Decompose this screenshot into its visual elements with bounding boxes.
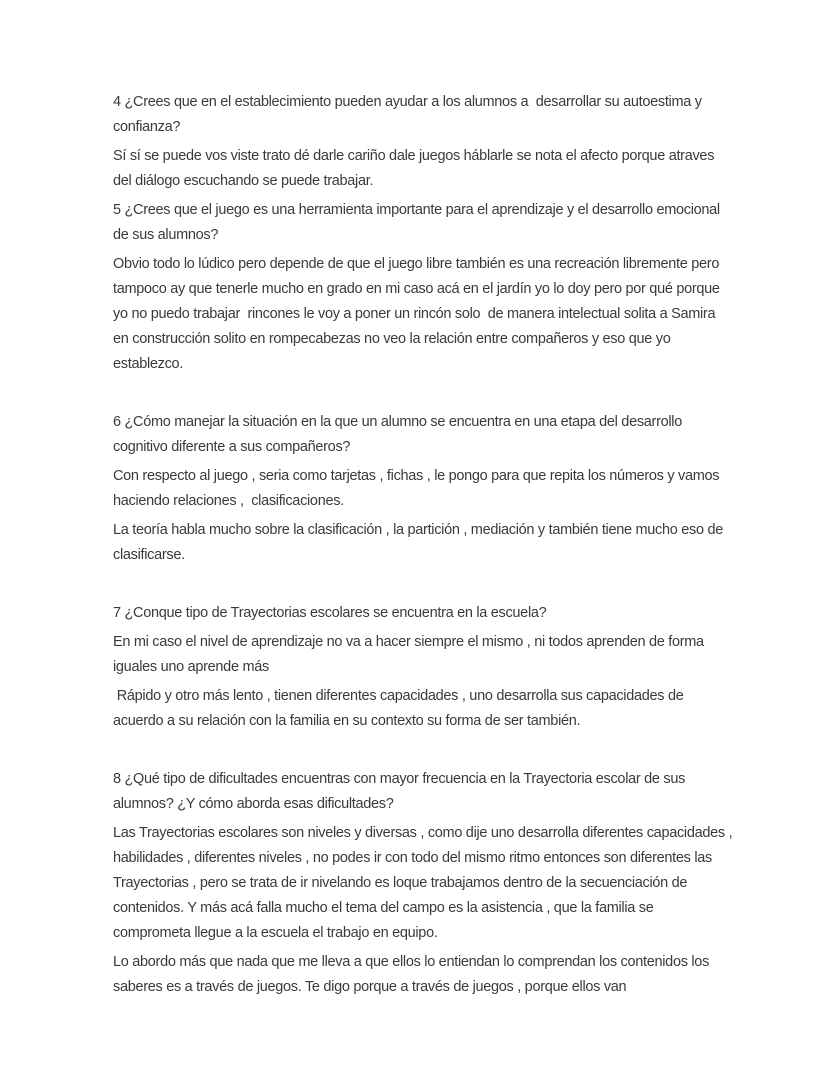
answer-6-paragraph-1: Con respecto al juego , seria como tarjetas , fichas , le pongo para que repita los números y vamos haciendo relaciones , clasificaciones.	[113, 468, 723, 509]
blank-line	[113, 738, 733, 763]
question-8: 8 ¿Qué tipo de dificultades encuentras con mayor frecuencia en la Trayectoria escolar de sus alumnos? ¿Y cómo aborda esas dificultades?	[113, 771, 689, 812]
question-6: 6 ¿Cómo manejar la situación en la que un alumno se encuentra en una etapa del desarrollo cognitivo diferente a sus compañeros?	[113, 414, 686, 455]
qa-section-7	[113, 601, 733, 734]
blank-line	[113, 381, 733, 406]
blank-line	[113, 572, 733, 597]
qa-section-5	[113, 198, 733, 377]
answer-8-paragraph-2: Lo abordo más que nada que me lleva a que ellos lo entiendan lo comprendan los contenidos los saberes es a través de juegos. Te digo porque a través de juegos , porque ellos van	[113, 954, 713, 995]
answer-5-paragraph-1: Obvio todo lo lúdico pero depende de que el juego libre también es una recreación libremente pero tampoco ay que tenerle mucho en grado en mi caso acá en el jardín yo lo doy pero por qué porque yo no puedo trabajar rincones le voy a poner un rincón solo de manera intelectual solita a Samira en construcción solito en rompecabezas no veo la relación entre compañeros y eso que yo establezco.	[113, 256, 724, 372]
answer-7-paragraph-1: En mi caso el nivel de aprendizaje no va a hacer siempre el mismo , ni todos aprenden de forma iguales uno aprende más	[113, 634, 708, 675]
answer-7-paragraph-2: Rápido y otro más lento , tienen diferentes capacidades , uno desarrolla sus capacidades de acuerdo a su relación con la familia en su contexto su forma de ser también.	[113, 688, 688, 729]
answer-6-paragraph-2: La teoría habla mucho sobre la clasificación , la partición , mediación y también tiene mucho eso de clasificarse.	[113, 522, 727, 563]
question-5: 5 ¿Crees que el juego es una herramienta importante para el aprendizaje y el desarrollo emocional de sus alumnos?	[113, 202, 724, 243]
qa-section-4	[113, 90, 733, 194]
answer-4-paragraph-1: Sí sí se puede vos viste trato dé darle cariño dale juegos háblarle se nota el afecto porque atraves del diálogo escuchando se puede trabajar.	[113, 148, 718, 189]
qa-section-8	[113, 767, 737, 1000]
question-7: 7 ¿Conque tipo de Trayectorias escolares se encuentra en la escuela?	[113, 605, 547, 621]
question-4: 4 ¿Crees que en el establecimiento pueden ayudar a los alumnos a desarrollar su autoestima y confianza?	[113, 94, 706, 135]
qa-section-6	[113, 410, 733, 568]
answer-8-paragraph-1: Las Trayectorias escolares son niveles y diversas , como dije uno desarrolla diferentes capacidades , habilidades , diferentes niveles , no podes ir con todo del mismo ritmo entonces son diferentes las Trayectorias , pero se trata de ir nivelando es loque trabajamos dentro de la secuenciación de contenidos. Y más acá falla mucho el tema del campo es la asistencia , que la familia se comprometa llegue a la escuela el trabajo en equipo.	[113, 825, 737, 941]
